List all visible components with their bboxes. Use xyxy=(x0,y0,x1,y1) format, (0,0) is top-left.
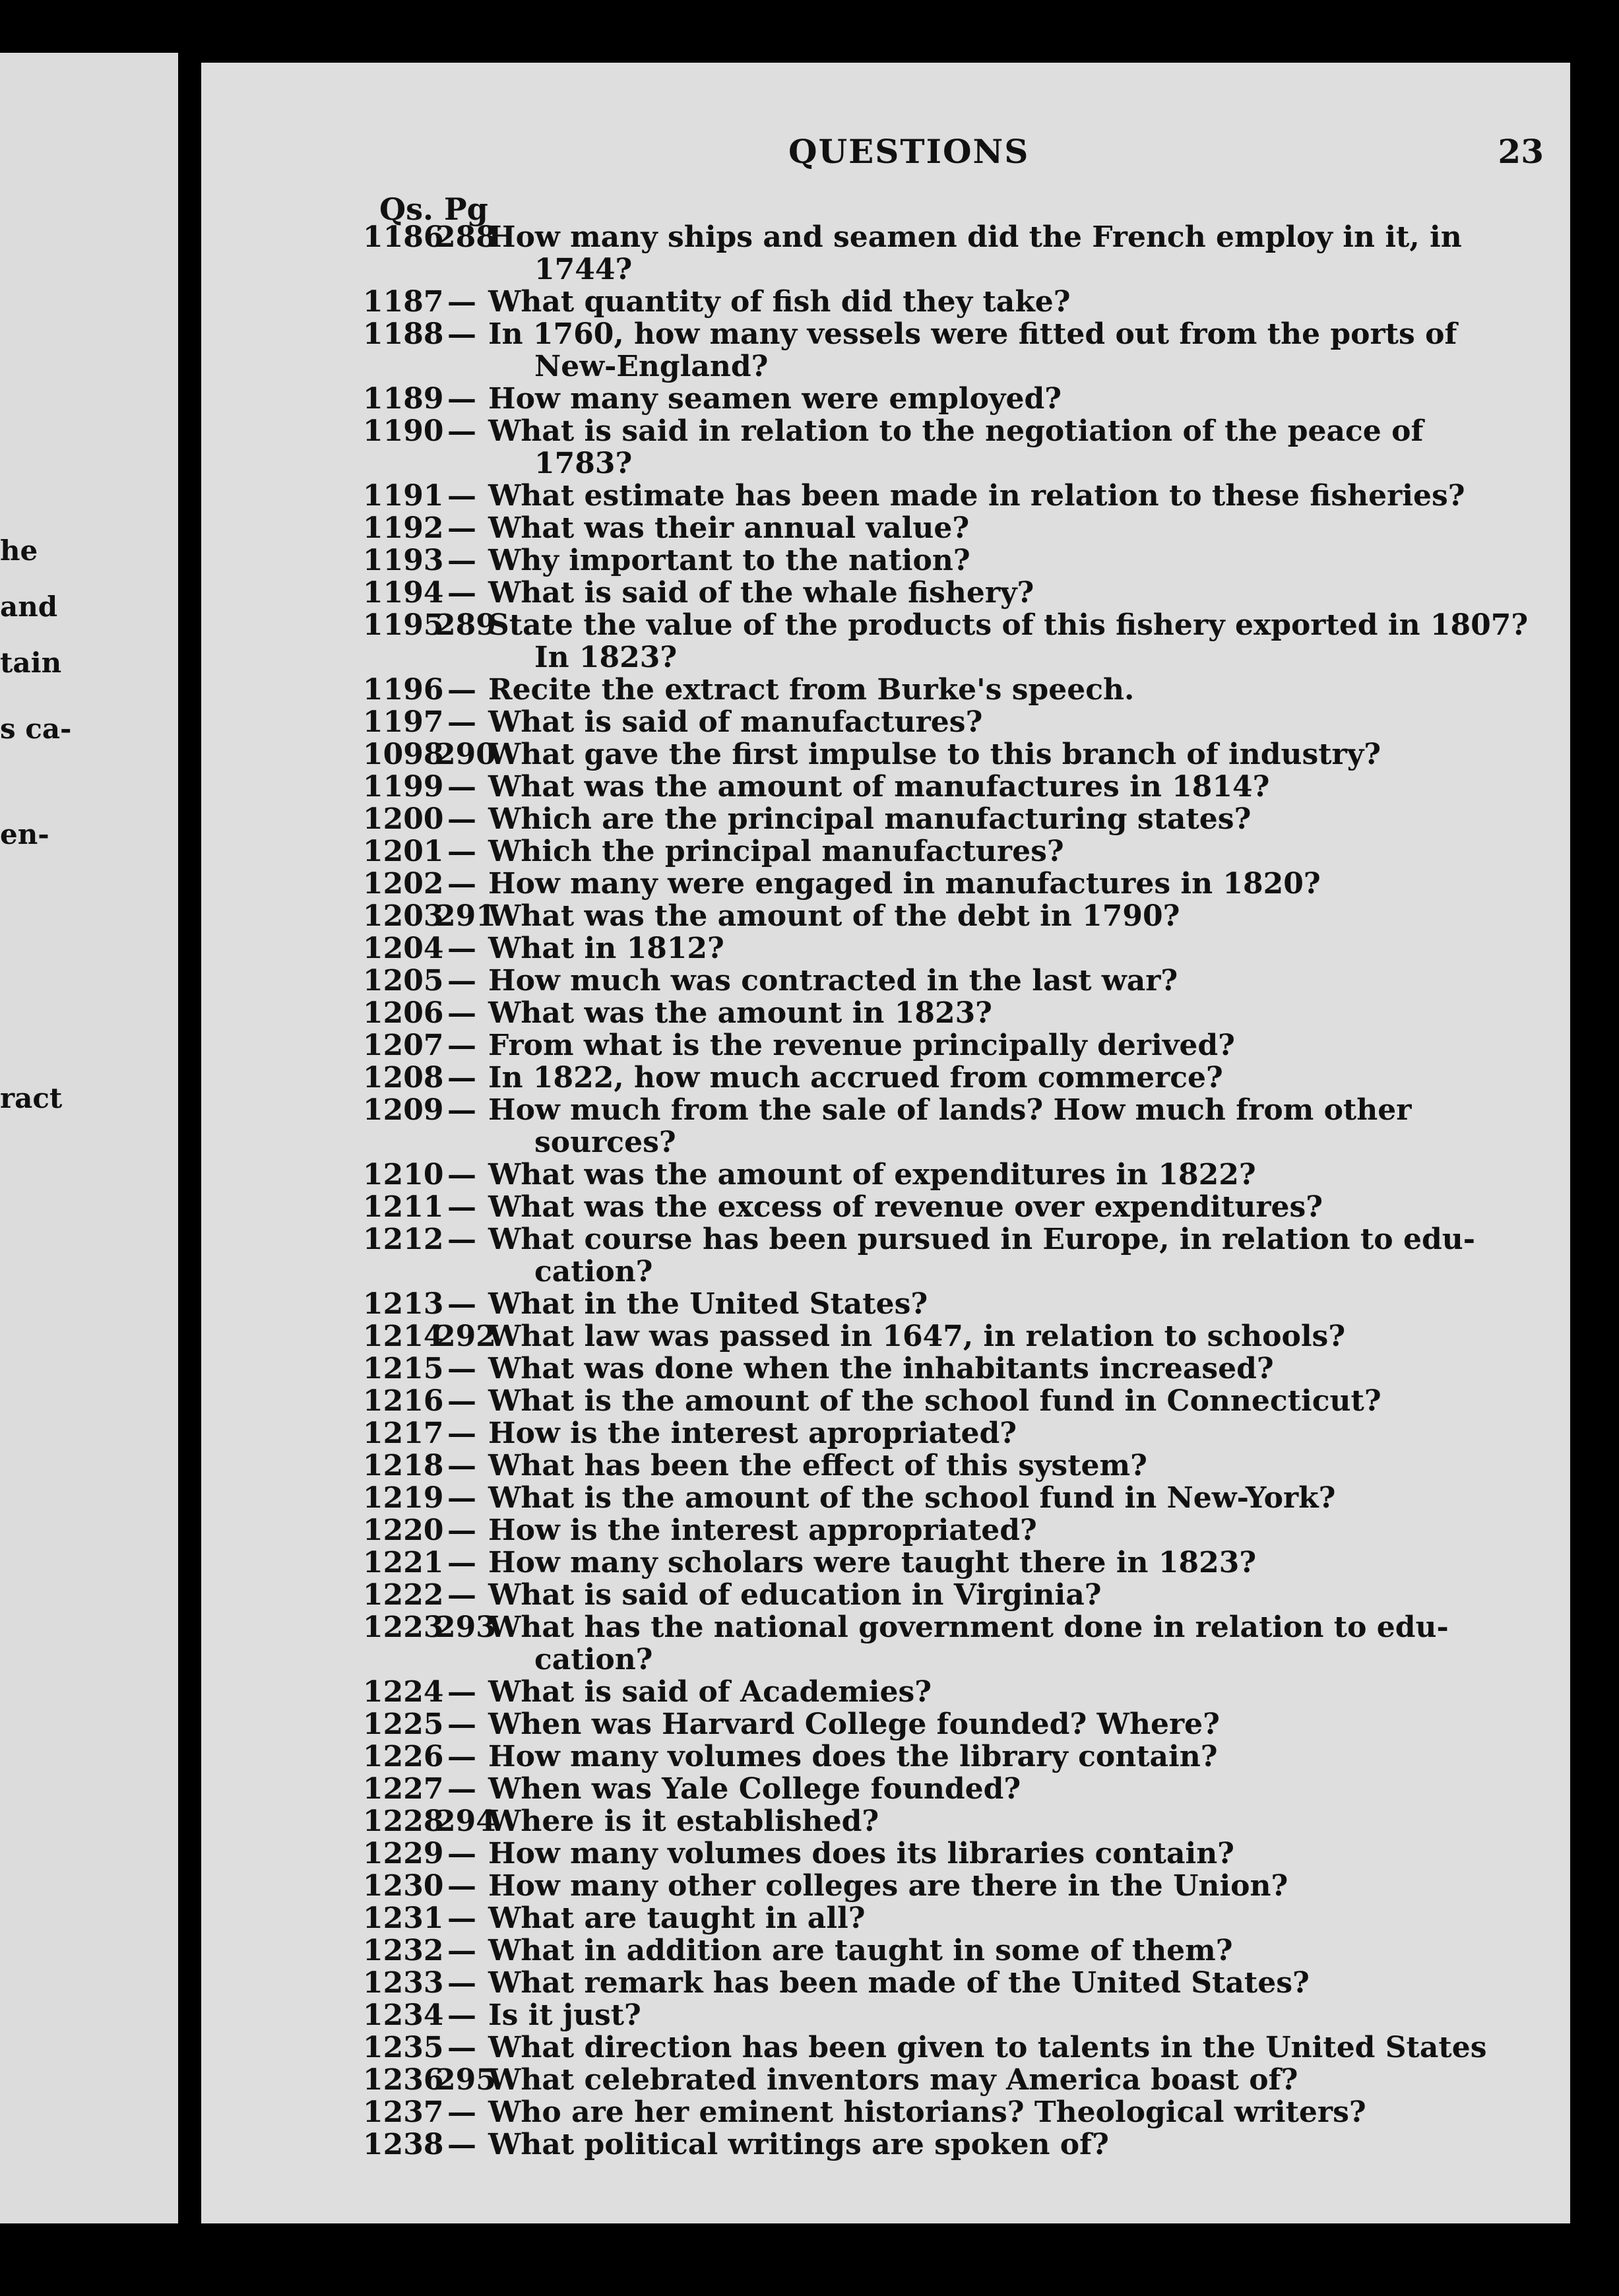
page-reference: 295 xyxy=(435,2063,496,2097)
question-row xyxy=(363,1353,1537,1385)
question-row xyxy=(363,1837,1537,1870)
question-number: 1204 xyxy=(363,932,444,965)
question-line: Is it just? xyxy=(488,1998,641,2032)
question-line: What was the amount of manufactures in 1814? xyxy=(488,770,1270,804)
page-reference: — xyxy=(447,1998,476,2032)
question-number: 1195 xyxy=(363,608,444,642)
question-row xyxy=(363,480,1537,512)
page-reference: — xyxy=(447,1449,476,1483)
question-line: What was the amount in 1823? xyxy=(488,996,992,1030)
question-row xyxy=(363,1579,1537,1611)
question-text xyxy=(488,1805,1537,1837)
question-line: How is the interest apropriated? xyxy=(488,1417,1017,1450)
question-number: 1187 xyxy=(363,285,444,319)
question-text xyxy=(488,286,1537,318)
question-text xyxy=(488,835,1537,868)
question-number: 1197 xyxy=(363,705,444,739)
question-text xyxy=(488,1579,1537,1611)
question-line: What is said of manufactures? xyxy=(488,705,983,739)
left-page-fragment: s ca- xyxy=(0,713,72,745)
question-number: 1219 xyxy=(363,1481,444,1515)
question-number: 1207 xyxy=(363,1029,444,1062)
question-row xyxy=(363,706,1537,738)
page-reference: 291 xyxy=(435,899,496,933)
page-reference: — xyxy=(447,317,476,351)
question-list xyxy=(363,221,1537,2161)
question-line: What is the amount of the school fund in Connecticut? xyxy=(488,1384,1381,1418)
question-row xyxy=(363,512,1537,544)
question-text xyxy=(488,900,1537,932)
question-line: How many volumes does the library contain? xyxy=(488,1740,1218,1773)
question-line: From what is the revenue principally derived? xyxy=(488,1029,1235,1062)
question-line: How much was contracted in the last war? xyxy=(488,964,1178,998)
page-reference: — xyxy=(447,2031,476,2064)
question-text xyxy=(488,868,1537,900)
page-reference: — xyxy=(447,1417,476,1450)
question-line: How many were engaged in manufactures in 1820? xyxy=(488,867,1321,901)
question-line: What gave the first impulse to this branch of industry? xyxy=(488,738,1381,771)
question-line: How many seamen were employed? xyxy=(488,382,1062,416)
question-number: 1228 xyxy=(363,1804,444,1838)
question-line: Where is it established? xyxy=(488,1804,879,1838)
question-number: 1217 xyxy=(363,1417,444,1450)
question-text xyxy=(488,674,1537,706)
question-text xyxy=(488,2128,1537,2161)
question-text xyxy=(488,221,1537,286)
question-row xyxy=(363,1385,1537,1417)
question-text xyxy=(488,1676,1537,1708)
question-text xyxy=(488,803,1537,835)
question-row xyxy=(363,771,1537,803)
question-line: What was the amount of the debt in 1790? xyxy=(488,899,1180,933)
question-text xyxy=(488,318,1537,383)
question-text xyxy=(488,965,1537,997)
page-reference: — xyxy=(447,1837,476,1870)
question-row xyxy=(363,1029,1537,1062)
question-text xyxy=(488,932,1537,965)
question-line: What remark has been made of the United States? xyxy=(488,1966,1310,2000)
question-text xyxy=(488,2031,1537,2064)
question-number: 1221 xyxy=(363,1546,444,1579)
question-line: Why important to the nation? xyxy=(488,544,970,577)
page-reference: — xyxy=(447,479,476,513)
question-text xyxy=(488,1417,1537,1450)
question-continuation: In 1823? xyxy=(534,641,678,674)
question-line: What has the national government done in relation to edu- xyxy=(488,1610,1449,1644)
question-row xyxy=(363,1159,1537,1191)
question-line: What is said of Academies? xyxy=(488,1675,932,1709)
page-reference: — xyxy=(447,1352,476,1386)
question-line: How many other colleges are there in the Union? xyxy=(488,1869,1288,1903)
page-reference: — xyxy=(447,1546,476,1579)
question-row xyxy=(363,803,1537,835)
question-number: 1202 xyxy=(363,867,444,901)
question-text xyxy=(488,1514,1537,1547)
question-row xyxy=(363,932,1537,965)
question-number: 1223 xyxy=(363,1610,444,1644)
question-text xyxy=(488,415,1537,480)
question-continuation: sources? xyxy=(534,1126,676,1159)
question-line: Which are the principal manufacturing states? xyxy=(488,802,1252,836)
page-reference: — xyxy=(447,932,476,965)
page-reference: — xyxy=(447,1707,476,1741)
question-line: When was Yale College founded? xyxy=(488,1772,1021,1806)
question-text xyxy=(488,1223,1537,1288)
question-number: 1220 xyxy=(363,1514,444,1547)
page-reference: — xyxy=(447,1190,476,1224)
question-text xyxy=(488,512,1537,544)
question-row xyxy=(363,1191,1537,1223)
running-title: QUESTIONS xyxy=(788,132,1030,171)
page-reference: — xyxy=(447,511,476,545)
question-text xyxy=(488,771,1537,803)
question-line: What are taught in all? xyxy=(488,1901,866,1935)
book-gutter xyxy=(178,0,201,2296)
question-text xyxy=(488,577,1537,609)
question-number: 1186 xyxy=(363,220,444,254)
question-row xyxy=(363,1417,1537,1450)
question-line: What is said in relation to the negotiation of the peace of xyxy=(488,414,1424,448)
page-reference: — xyxy=(447,1934,476,1967)
question-line: How much from the sale of lands? How much from other xyxy=(488,1093,1412,1127)
question-row xyxy=(363,286,1537,318)
question-number: 1212 xyxy=(363,1223,444,1256)
question-continuation: 1744? xyxy=(534,253,633,286)
question-line: How is the interest appropriated? xyxy=(488,1514,1037,1547)
question-number: 1201 xyxy=(363,835,444,868)
question-text xyxy=(488,1773,1537,1805)
question-line: Recite the extract from Burke's speech. xyxy=(488,673,1135,707)
question-text xyxy=(488,738,1537,771)
question-row xyxy=(363,1805,1537,1837)
question-row xyxy=(363,1094,1537,1159)
page-reference: — xyxy=(447,2095,476,2129)
question-number: 1226 xyxy=(363,1740,444,1773)
page-reference: — xyxy=(447,414,476,448)
question-text xyxy=(488,1288,1537,1320)
question-number: 1205 xyxy=(363,964,444,998)
question-line: What celebrated inventors may America boast of? xyxy=(488,2063,1298,2097)
question-line: What direction has been given to talents in the United States xyxy=(488,2031,1487,2064)
page-reference: — xyxy=(447,996,476,1030)
question-number: 1236 xyxy=(363,2063,444,2097)
question-line: What has been the effect of this system? xyxy=(488,1449,1147,1483)
question-text xyxy=(488,997,1537,1029)
question-line: What was done when the inhabitants increased? xyxy=(488,1352,1274,1386)
question-row xyxy=(363,415,1537,480)
question-row xyxy=(363,1999,1537,2031)
question-row xyxy=(363,318,1537,383)
question-row xyxy=(363,1740,1537,1773)
question-line: What estimate has been made in relation to these fisheries? xyxy=(488,479,1465,513)
question-row xyxy=(363,1967,1537,1999)
page-reference: — xyxy=(447,1061,476,1095)
question-number: 1222 xyxy=(363,1578,444,1612)
page-header xyxy=(201,132,1570,178)
question-row xyxy=(363,1450,1537,1482)
question-row xyxy=(363,577,1537,609)
page-reference: — xyxy=(447,867,476,901)
question-text xyxy=(488,1967,1537,1999)
left-page-fragment: en- xyxy=(0,818,49,850)
question-number: 1238 xyxy=(363,2128,444,2161)
page-reference: 288 xyxy=(435,220,496,254)
question-row xyxy=(363,544,1537,577)
page xyxy=(201,63,1570,2223)
question-line: How many volumes does its libraries contain? xyxy=(488,1837,1234,1870)
page-reference: — xyxy=(447,1772,476,1806)
left-page-margin xyxy=(0,53,178,2223)
question-row xyxy=(363,221,1537,286)
question-row xyxy=(363,738,1537,771)
page-reference: 290 xyxy=(435,738,496,771)
left-page-fragment: ract xyxy=(0,1082,63,1114)
question-row xyxy=(363,2031,1537,2064)
page-reference: — xyxy=(447,964,476,998)
page-reference: — xyxy=(447,544,476,577)
page-reference: — xyxy=(447,1740,476,1773)
question-line: What course has been pursued in Europe, in relation to edu- xyxy=(488,1223,1475,1256)
question-row xyxy=(363,1708,1537,1740)
question-number: 1206 xyxy=(363,996,444,1030)
question-number: 1192 xyxy=(363,511,444,545)
question-number: 1209 xyxy=(363,1093,444,1127)
page-reference: — xyxy=(447,1223,476,1256)
question-line: What in 1812? xyxy=(488,932,724,965)
question-number: 1227 xyxy=(363,1772,444,1806)
question-row xyxy=(363,2128,1537,2161)
question-text xyxy=(488,1353,1537,1385)
question-text xyxy=(488,1611,1537,1676)
question-number: 1194 xyxy=(363,576,444,610)
question-number: 1224 xyxy=(363,1675,444,1709)
question-row xyxy=(363,1676,1537,1708)
question-number: 1237 xyxy=(363,2095,444,2129)
question-number: 1218 xyxy=(363,1449,444,1483)
page-reference: — xyxy=(447,705,476,739)
question-row xyxy=(363,383,1537,415)
page-reference: — xyxy=(447,1578,476,1612)
question-line: When was Harvard College founded? Where? xyxy=(488,1707,1220,1741)
question-row xyxy=(363,900,1537,932)
question-line: What in addition are taught in some of them? xyxy=(488,1934,1233,1967)
question-row xyxy=(363,997,1537,1029)
page-reference: — xyxy=(447,576,476,610)
question-number: 1199 xyxy=(363,770,444,804)
question-text xyxy=(488,1740,1537,1773)
question-row xyxy=(363,965,1537,997)
question-number: 1233 xyxy=(363,1966,444,2000)
question-line: State the value of the products of this fishery exported in 1807? xyxy=(488,608,1529,642)
question-number: 1210 xyxy=(363,1158,444,1192)
question-number: 1196 xyxy=(363,673,444,707)
question-text xyxy=(488,2064,1537,2096)
question-text xyxy=(488,1837,1537,1870)
question-row xyxy=(363,1870,1537,1902)
question-text xyxy=(488,1191,1537,1223)
page-reference: — xyxy=(447,285,476,319)
question-row xyxy=(363,674,1537,706)
question-text xyxy=(488,1934,1537,1967)
question-text xyxy=(488,1870,1537,1902)
question-row xyxy=(363,1288,1537,1320)
question-line: What is the amount of the school fund in New-York? xyxy=(488,1481,1336,1515)
question-line: What in the United States? xyxy=(488,1287,928,1321)
question-text xyxy=(488,2096,1537,2128)
question-number: 1234 xyxy=(363,1998,444,2032)
question-number: 1213 xyxy=(363,1287,444,1321)
page-reference: — xyxy=(447,1384,476,1418)
question-line: What was the excess of revenue over expenditures? xyxy=(488,1190,1323,1224)
page-reference: — xyxy=(447,802,476,836)
question-number: 1215 xyxy=(363,1352,444,1386)
page-reference: — xyxy=(447,1966,476,2000)
question-continuation: 1783? xyxy=(534,447,633,480)
question-continuation: New-England? xyxy=(534,350,769,383)
question-continuation: cation? xyxy=(534,1643,653,1676)
page-number: 23 xyxy=(1498,132,1544,171)
question-row xyxy=(363,868,1537,900)
question-number: 1232 xyxy=(363,1934,444,1967)
question-text xyxy=(488,1062,1537,1094)
question-number: 1235 xyxy=(363,2031,444,2064)
question-number: 1188 xyxy=(363,317,444,351)
question-text xyxy=(488,609,1537,674)
question-continuation: cation? xyxy=(534,1255,653,1289)
question-line: What is said of the whale fishery? xyxy=(488,576,1034,610)
question-text xyxy=(488,706,1537,738)
question-number: 1098 xyxy=(363,738,444,771)
question-number: 1211 xyxy=(363,1190,444,1224)
question-text xyxy=(488,1094,1537,1159)
question-number: 1216 xyxy=(363,1384,444,1418)
left-page-fragment: he xyxy=(0,534,38,567)
question-row xyxy=(363,1482,1537,1514)
question-text xyxy=(488,1902,1537,1934)
question-text xyxy=(488,1708,1537,1740)
question-number: 1230 xyxy=(363,1869,444,1903)
question-row xyxy=(363,1773,1537,1805)
question-line: Who are her eminent historians? Theological writers? xyxy=(488,2095,1366,2129)
question-text xyxy=(488,544,1537,577)
question-line: How many scholars were taught there in 1823? xyxy=(488,1546,1257,1579)
page-reference: 292 xyxy=(435,1320,496,1353)
question-line: Which the principal manufactures? xyxy=(488,835,1064,868)
question-number: 1231 xyxy=(363,1901,444,1935)
page-reference: — xyxy=(447,770,476,804)
page-reference: — xyxy=(447,1158,476,1192)
page-reference: — xyxy=(447,673,476,707)
question-number: 1229 xyxy=(363,1837,444,1870)
question-row xyxy=(363,1223,1537,1288)
question-line: What law was passed in 1647, in relation to schools? xyxy=(488,1320,1346,1353)
question-line: What political writings are spoken of? xyxy=(488,2128,1109,2161)
page-reference: — xyxy=(447,1675,476,1709)
column-labels: Qs. Pg xyxy=(379,191,488,227)
page-reference: 289 xyxy=(435,608,496,642)
left-page-fragment: and xyxy=(0,590,58,623)
page-reference: — xyxy=(447,835,476,868)
question-row xyxy=(363,835,1537,868)
question-row xyxy=(363,2064,1537,2096)
question-number: 1203 xyxy=(363,899,444,933)
question-row xyxy=(363,1902,1537,1934)
question-row xyxy=(363,1611,1537,1676)
question-row xyxy=(363,1062,1537,1094)
page-reference: — xyxy=(447,1093,476,1127)
question-number: 1208 xyxy=(363,1061,444,1095)
page-reference: — xyxy=(447,1481,476,1515)
page-reference: — xyxy=(447,1869,476,1903)
question-number: 1225 xyxy=(363,1707,444,1741)
question-text xyxy=(488,383,1537,415)
question-line: What was the amount of expenditures in 1822? xyxy=(488,1158,1256,1192)
question-text xyxy=(488,1999,1537,2031)
question-line: In 1822, how much accrued from commerce? xyxy=(488,1061,1223,1095)
question-line: What quantity of fish did they take? xyxy=(488,285,1071,319)
question-text xyxy=(488,1450,1537,1482)
question-number: 1189 xyxy=(363,382,444,416)
page-reference: — xyxy=(447,1029,476,1062)
question-row xyxy=(363,1514,1537,1547)
left-page-fragment: tain xyxy=(0,647,62,679)
question-line: What was their annual value? xyxy=(488,511,970,545)
question-number: 1191 xyxy=(363,479,444,513)
page-reference: — xyxy=(447,382,476,416)
page-reference: — xyxy=(447,1901,476,1935)
question-text xyxy=(488,1547,1537,1579)
question-text xyxy=(488,1320,1537,1353)
question-line: How many ships and seamen did the French employ in it, in xyxy=(488,220,1462,254)
question-text xyxy=(488,1482,1537,1514)
page-reference: — xyxy=(447,1287,476,1321)
question-text xyxy=(488,1159,1537,1191)
question-text xyxy=(488,480,1537,512)
question-number: 1200 xyxy=(363,802,444,836)
page-reference: 294 xyxy=(435,1804,496,1838)
question-line: What is said of education in Virginia? xyxy=(488,1578,1102,1612)
page-reference: 293 xyxy=(435,1610,496,1644)
question-row xyxy=(363,1547,1537,1579)
question-number: 1193 xyxy=(363,544,444,577)
question-row xyxy=(363,1320,1537,1353)
question-number: 1190 xyxy=(363,414,444,448)
page-reference: — xyxy=(447,2128,476,2161)
question-row xyxy=(363,1934,1537,1967)
question-row xyxy=(363,609,1537,674)
page-reference: — xyxy=(447,1514,476,1547)
question-text xyxy=(488,1029,1537,1062)
question-number: 1214 xyxy=(363,1320,444,1353)
question-line: In 1760, how many vessels were fitted out from the ports of xyxy=(488,317,1457,351)
question-row xyxy=(363,2096,1537,2128)
question-text xyxy=(488,1385,1537,1417)
